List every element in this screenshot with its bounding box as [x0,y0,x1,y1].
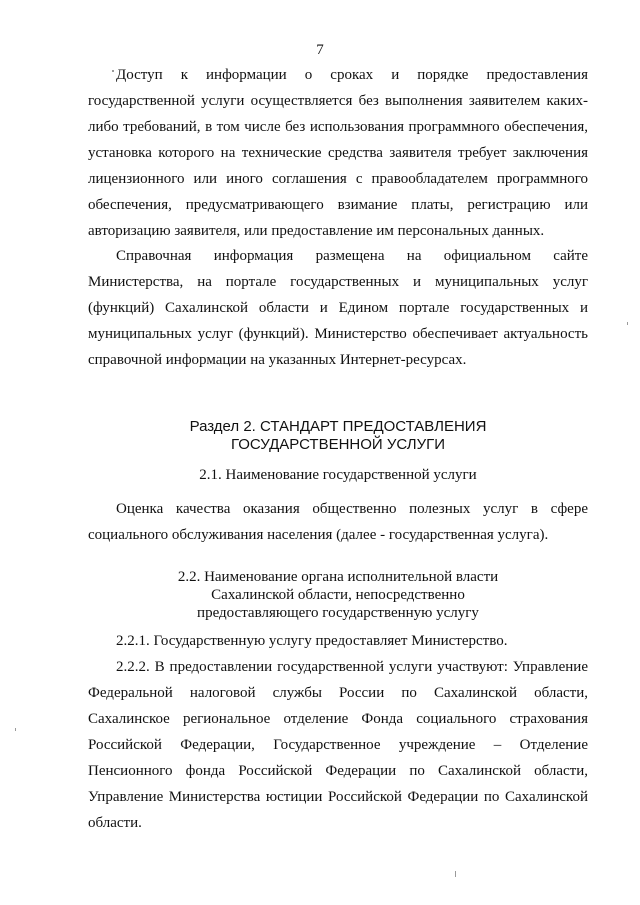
text-line: 2.2.2. В предоставлении государственной услуги участвуют: Управление [116,659,588,675]
text-line: Министерства, на портале государственных и муниципальных услуг [88,274,588,290]
text-line: (функций) Сахалинской области и Едином портале государственных и [88,300,588,316]
subsection-title-line: Сахалинской области, непосредственно [211,587,465,603]
text-line: Федеральной налоговой службы России по Сахалинской области, [88,685,588,701]
text-line: государственной услуги осуществляется без выполнения заявителем каких- [88,93,588,109]
section-title-line: ГОСУДАРСТВЕННОЙ УСЛУГИ [230,436,446,453]
subsection-title-text: 2.1. Наименование государственной услуги [199,467,477,483]
text-line: Оценка качества оказания общественно полезных услуг в сфере [116,501,588,517]
paragraph-service-name [88,496,588,548]
subsection-2-2-title [88,568,588,622]
text-line: Справочная информация размещена на официальном сайте [116,248,588,264]
section-heading [88,418,588,454]
text-line: лицензионного или иного соглашения с правообладателем программного [88,171,588,187]
text-line: обеспечения, предусматривающего взимание платы, регистрацию или [88,197,588,213]
text-line: либо требований, в том числе без использования программного обеспечения, [88,119,588,135]
text-line: Российской Федерации, Государственное учреждение – Отделение [88,737,588,753]
text-line: авторизацию заявителя, или предоставление им персональных данных. [88,223,545,239]
text-line: Доступ к информации о сроках и порядке предоставления [116,67,588,83]
text-line: 2.2.1. Государственную услугу предоставляет Министерство. [116,633,508,649]
text-line: области. [88,815,142,831]
page-number: 7 [316,42,324,58]
scan-speck [112,70,114,72]
scan-speck [455,871,456,877]
text-line: Управление Министерства юстиции Российской Федерации по Сахалинской [88,789,588,805]
text-line: установка которого на технические средства заявителя требует заключения [88,145,588,161]
paragraph-2-2-2 [88,654,588,836]
text-line: Пенсионного фонда Российской Федерации по Сахалинской области, [88,763,588,779]
subsection-2-1-title [88,466,588,484]
subsection-title-line: 2.2. Наименование органа исполнительной власти [177,569,499,585]
scan-speck [15,728,16,731]
paragraph-2-2-1 [88,628,588,654]
section-title-line: Раздел 2. СТАНДАРТ ПРЕДОСТАВЛЕНИЯ [189,418,487,435]
text-line: социального обслуживания населения (далее - государственная услуга). [88,527,549,543]
text-line: справочной информации на указанных Интернет-ресурсах. [88,352,467,368]
paragraph-access-info [88,62,588,244]
text-line: Сахалинское региональное отделение Фонда социального страхования [88,711,588,727]
text-line: муниципальных услуг (функций). Министерство обеспечивает актуальность [88,326,588,342]
scan-speck [627,322,628,325]
subsection-title-line: предоставляющего государственную услугу [197,605,479,621]
paragraph-reference-info [88,243,588,373]
